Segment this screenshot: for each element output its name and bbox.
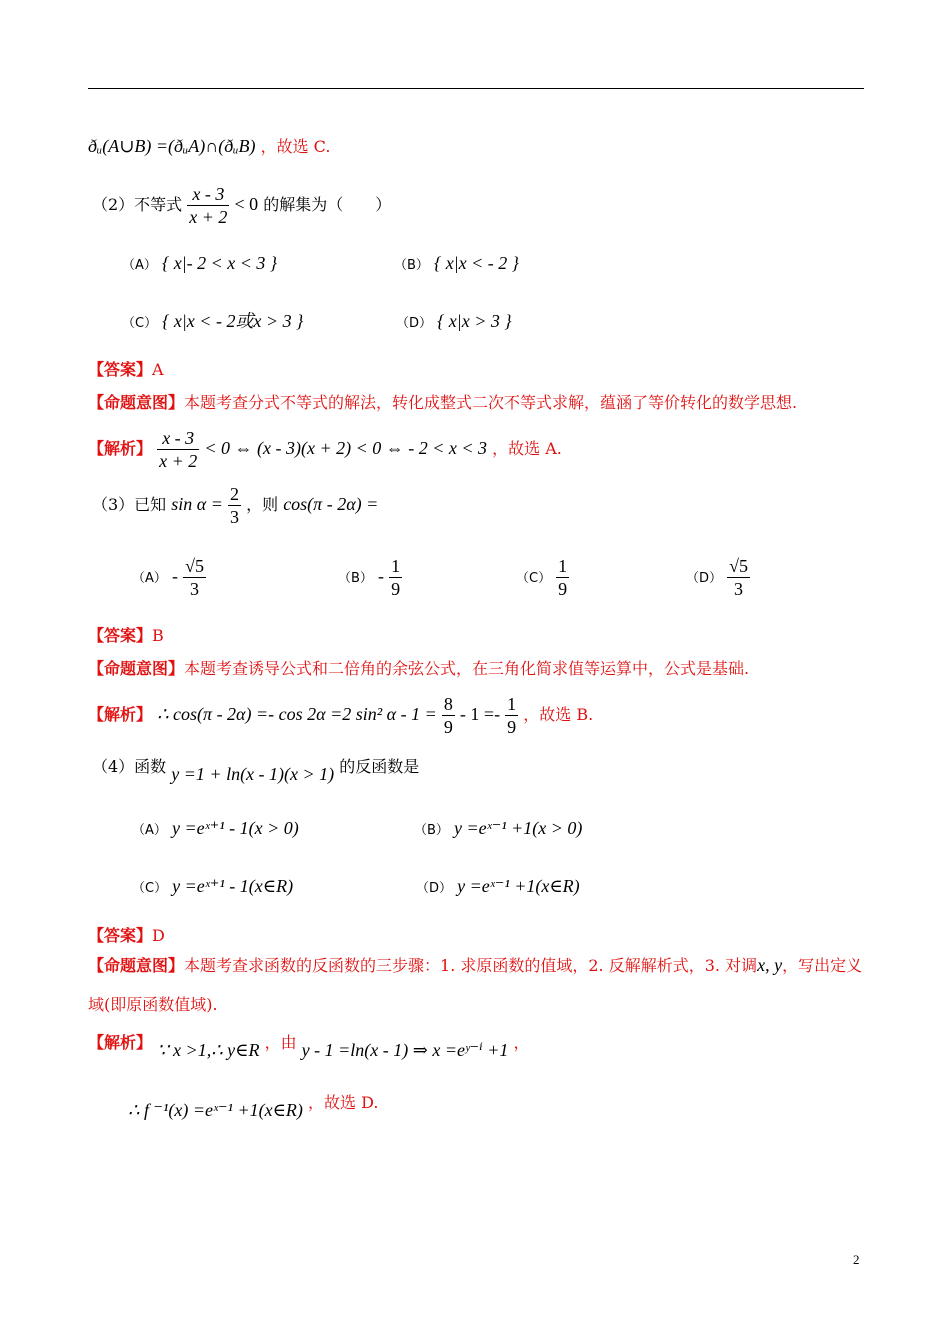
answer-tag: 【答案】 [88,360,153,379]
option-fraction [556,555,569,600]
fraction-numerator: 8 [443,694,453,714]
q4-analysis [88,1032,530,1060]
analysis-formula: < 0 ⇔ (x - 3)(x + 2) < 0 ⇔ - 2 < x < 3 [204,438,488,458]
analysis-formula-3: ∴ f ⁻¹(x) =eˣ⁻¹ +1(x∈R) [128,1100,303,1120]
fraction-numerator: √5 [185,556,204,576]
answer-value: B [152,626,164,645]
fraction-numerator: 1 [558,556,568,576]
q2-analysis [88,427,562,472]
q3-answer [88,626,164,646]
q3-option-a [132,555,206,600]
q2-answer [88,360,164,380]
question-2-fraction [187,183,229,228]
option-fraction [183,555,206,600]
q2-option-b [394,253,519,276]
option-label: （C） [516,571,552,586]
q4-option-b [414,818,582,841]
answer-value: A [152,360,164,379]
question-3 [92,483,378,528]
fraction-numerator: √5 [729,556,748,576]
option-label: （D） [416,881,453,896]
option-sign: - [378,566,385,586]
option-label: （B） [394,258,429,273]
option-label: （C） [132,881,168,896]
intent-tag: 【命题意图】 [88,956,185,975]
option-text: y =eˣ⁺¹ - 1(x > 0) [172,818,299,838]
fraction-denominator: x + 2 [189,207,228,227]
set-formula: ðᵤ(A∪B) =(ðᵤA)∩(ðᵤB) [88,136,256,156]
question-2 [92,183,391,228]
question-3-cos: cos(π - 2α) = [283,494,379,514]
analysis-answer: ，故选 B. [523,705,594,724]
question-3-fraction [228,483,241,528]
option-text: { x|x > 3 } [437,311,512,331]
option-label: （D） [686,571,723,586]
option-label: （A） [132,823,167,838]
option-text: y =eˣ⁺¹ - 1(x∈R) [172,876,294,896]
header-rule [88,88,864,89]
fraction-denominator: 9 [507,717,517,737]
q3-option-b [338,555,402,600]
fraction-numerator: 1 [507,694,517,714]
answer-value: D [152,926,165,945]
question-2-tail: 的解集为（ ） [263,195,392,214]
option-label: （B） [414,823,449,838]
q3-analysis [88,693,593,738]
intent-tag: 【命题意图】 [88,393,185,412]
q3-option-c [516,555,569,600]
q3-option-d [686,555,750,600]
option-label: （A） [122,258,157,273]
option-text: { x|x < - 2 } [434,253,519,273]
set-formula-line [88,136,330,157]
option-sign: - [172,566,178,586]
intent-text-end: ，写出定义 [782,956,863,975]
analysis-answer: ，故选 A. [492,439,562,458]
fraction-denominator: 3 [190,579,200,599]
fraction-numerator: 2 [229,484,239,504]
question-3-prefix: （3）已知 [92,495,167,514]
analysis-mid: ，由 [264,1033,297,1052]
question-4-prefix: （4）函数 [92,757,167,776]
fraction-denominator: 3 [734,579,744,599]
intent-text: 本题考查求函数的反函数的三步骤：1. 求原函数的值域，2. 反解解析式，3. 对调 [184,956,758,975]
question-3-sin: sin α = [171,494,223,514]
fraction-denominator: 3 [229,507,239,527]
page-number: 2 [853,1252,860,1267]
analysis-fraction-2 [505,693,518,738]
question-4-function: y =1 + ln(x - 1)(x > 1) [171,764,335,784]
analysis-comma: ， [513,1033,530,1052]
answer-tag: 【答案】 [88,626,153,645]
option-fraction [727,555,750,600]
q2-option-d [396,311,512,334]
q4-option-a [132,818,299,841]
intent-variables: x, y [757,955,783,975]
q2-intent [88,393,797,413]
analysis-tag: 【解析】 [88,705,153,724]
option-text: y =eˣ⁻¹ +1(x > 0) [454,818,583,838]
analysis-formula: ∵ x >1,∴ y∈R [157,1040,260,1060]
question-4-tail: 的反函数是 [339,757,420,776]
option-text: { x|x < - 2或x > 3 } [162,311,304,331]
q4-analysis-line-2 [128,1092,379,1120]
analysis-fraction [157,427,199,472]
fraction-denominator: 9 [443,717,453,737]
intent-tag: 【命题意图】 [88,659,185,678]
q3-intent [88,659,749,679]
answer-tag: 【答案】 [88,926,153,945]
q2-option-a [122,253,277,276]
set-formula-answer: ，故选 C. [260,137,331,156]
intent-text: 域(即原函数值域). [88,995,218,1014]
intent-text: 本题考查分式不等式的解法，转化成整式二次不等式求解，蕴涵了等价转化的数学思想. [184,393,798,412]
analysis-formula-mid: - 1 =- [459,704,501,724]
q4-intent-line-2 [88,995,218,1015]
q2-option-c [122,311,303,334]
q4-option-c [132,876,293,899]
fraction-numerator: x - 3 [187,183,229,206]
q4-intent [88,955,862,976]
question-4 [92,756,420,784]
analysis-fraction-1 [442,693,455,738]
analysis-answer: ，故选 D. [307,1093,379,1112]
fraction-denominator: 9 [558,579,568,599]
question-2-inequality: < 0 [234,194,259,214]
fraction-denominator: x + 2 [159,451,198,471]
fraction-numerator: x - 3 [157,427,199,450]
analysis-formula-2: y - 1 =ln(x - 1) ⇒ x =eʸ⁻ⁱ +1 [301,1040,509,1060]
option-label: （A） [132,571,167,586]
option-label: （C） [122,316,158,331]
option-fraction [389,555,402,600]
fraction-denominator: 9 [391,579,401,599]
q4-option-d [416,876,580,899]
analysis-tag: 【解析】 [88,1033,153,1052]
question-3-mid: ，则 [246,495,279,514]
analysis-formula: ∴ cos(π - 2α) =- cos 2α =2 sin² α - 1 = [157,704,437,724]
intent-text: 本题考查诱导公式和二倍角的余弦公式，在三角化简求值等运算中，公式是基础. [184,659,750,678]
option-label: （B） [338,571,373,586]
q4-answer [88,926,165,946]
option-label: （D） [396,316,433,331]
fraction-numerator: 1 [391,556,401,576]
option-text: y =eˣ⁻¹ +1(x∈R) [457,876,580,896]
question-2-prefix: （2）不等式 [92,195,183,214]
analysis-tag: 【解析】 [88,439,153,458]
option-text: { x|- 2 < x < 3 } [162,253,278,273]
